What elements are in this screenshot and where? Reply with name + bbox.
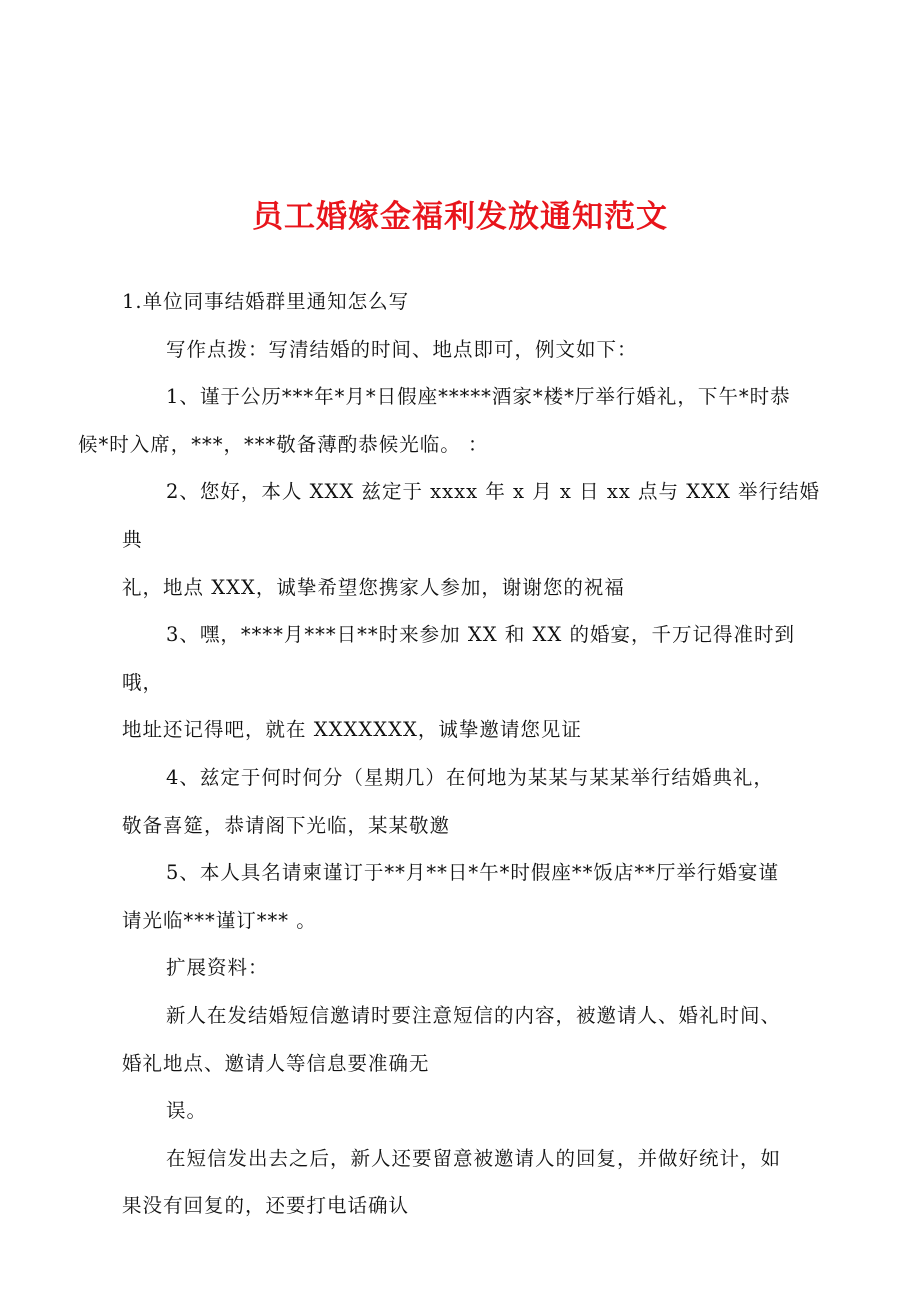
extended-paragraph-1 bbox=[122, 992, 822, 1087]
section-heading: 1.单位同事结婚群里通知怎么写 bbox=[122, 290, 410, 313]
intro-paragraph: 写作点拨：写清结婚的时间、地点即可，例文如下： bbox=[166, 337, 638, 361]
extended-1-line-1: 新人在发结婚短信邀请时要注意短信的内容，被邀请人、婚礼时间、 bbox=[166, 1003, 782, 1027]
extended-paragraph-1-tail: 误。 bbox=[166, 1099, 208, 1123]
document-title: 员工婚嫁金福利发放通知范文 bbox=[252, 199, 668, 235]
example-paragraph-3 bbox=[122, 611, 822, 754]
example-paragraph-4 bbox=[122, 754, 822, 849]
extended-2-line-1: 在短信发出去之后，新人还要留意被邀请人的回复，并做好统计，如 bbox=[166, 1146, 782, 1170]
example-3-line-2: 地址还记得吧，就在 XXXXXXX，诚挚邀请您见证 bbox=[122, 718, 582, 742]
example-5-line-1: 5、本人具名请柬谨订于**月**日*午*时假座**饭店**厅举行婚宴谨 bbox=[166, 861, 779, 885]
example-paragraph-5 bbox=[122, 849, 822, 944]
example-4-line-2: 敬备喜筵，恭请阁下光临，某某敬邀 bbox=[122, 813, 451, 837]
example-5-line-2: 请光临***谨订*** 。 bbox=[122, 908, 317, 932]
example-paragraph-1 bbox=[78, 373, 822, 468]
example-1-line-1: 1、谨于公历***年*月*日假座*****酒家*楼*厅举行婚礼，下午*时恭 bbox=[166, 385, 791, 409]
example-paragraph-2 bbox=[122, 468, 822, 611]
extended-label: 扩展资料： bbox=[166, 956, 269, 980]
example-2-line-2: 礼，地点 XXX，诚挚希望您携家人参加，谢谢您的祝福 bbox=[122, 575, 625, 599]
extended-paragraph-2 bbox=[122, 1135, 822, 1230]
document-body bbox=[78, 278, 822, 1230]
example-4-line-1: 4、兹定于何时何分（星期几）在何地为某某与某某举行结婚典礼， bbox=[166, 765, 774, 789]
example-3-line-1: 3、嘿，****月***日**时来参加 XX 和 XX 的婚宴，千万记得准时到哦， bbox=[122, 623, 795, 694]
extended-2-line-2: 果没有回复的，还要打电话确认 bbox=[122, 1194, 410, 1218]
extended-1-line-2: 婚礼地点、邀请人等信息要准确无 bbox=[122, 1051, 430, 1075]
example-2-line-1: 2、您好，本人 XXX 兹定于 xxxx 年 x 月 x 日 xx 点与 XXX 举行结婚典 bbox=[122, 480, 821, 551]
example-1-line-2: 候*时入席，***，***敬备薄酌恭候光临。 ： bbox=[78, 432, 489, 456]
